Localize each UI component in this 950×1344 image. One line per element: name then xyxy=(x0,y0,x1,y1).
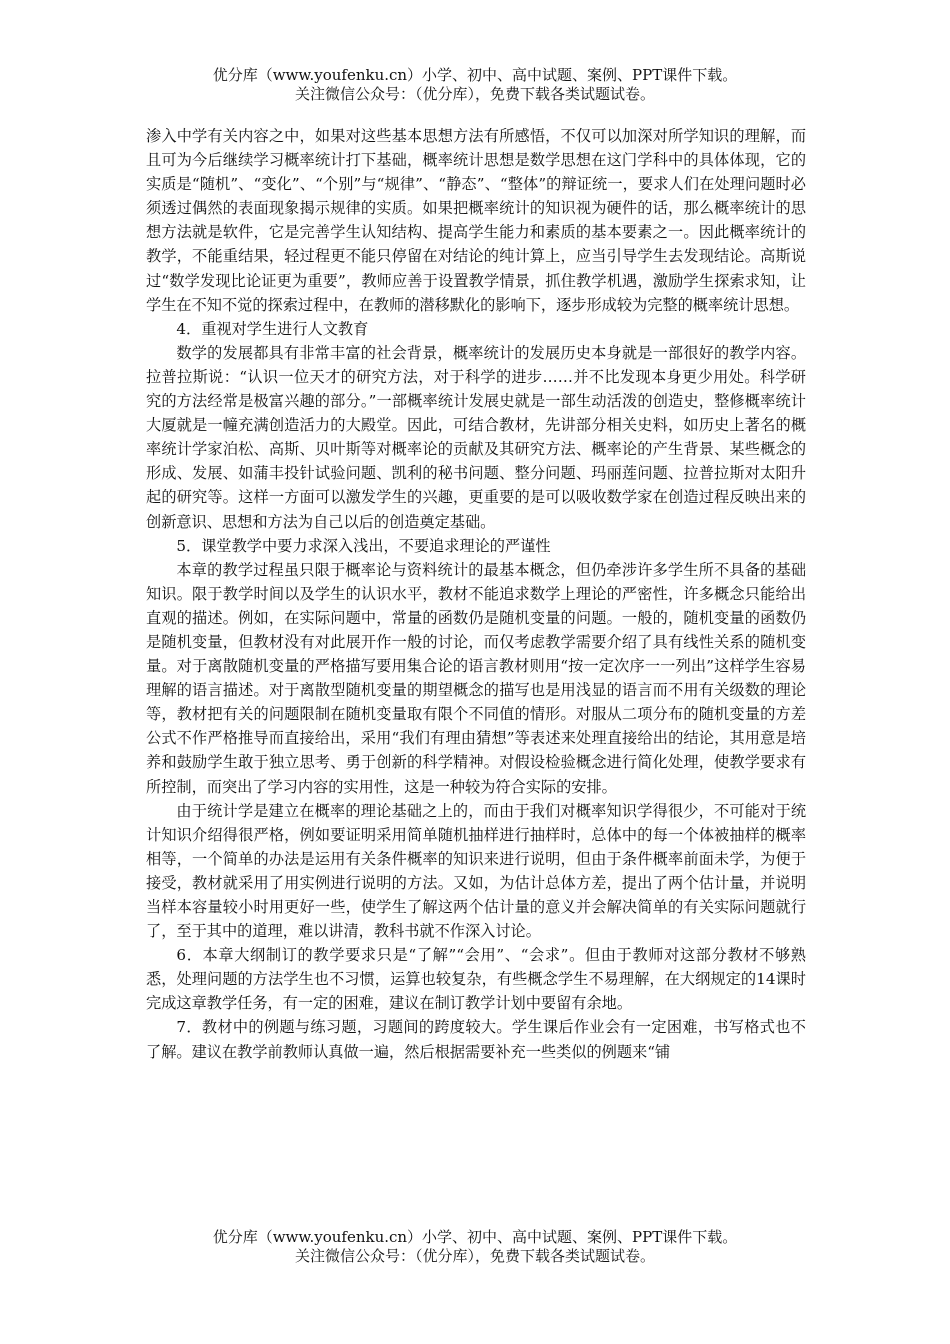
paragraph-teaching-process: 本章的教学过程虽只限于概率论与资料统计的最基本概念，但仍牵涉许多学生所不具备的基础知识。限于教学时间以及学生的认识水平，教材不能追求数学上理论的严密性，许多概念只能给出直观的描述。例如，在实际问题中，常量的函数仍是随机变量的问题。一般的，随机变量的函数仍是随机变量，但教材没有对此展开作一般的讨论，而仅考虑教学需要介绍了具有线性关系的随机变量。对于离散随机变量的严格描写要用集合论的语言教材则用“按一定次序一一列出”这样学生容易理解的语言描述。对于离散型随机变量的期望概念的描写也是用浅显的语言而不用有关级数的理论等，教材把有关的问题限制在随机变量取有限个不同值的情形。对服从二项分布的随机变量的方差公式不作严格推导而直接给出，采用“我们有理由猜想”等表述来处理直接给出的结论，其用意是培养和鼓励学生敢于独立思考、勇于创新的科学精神。对假设检验概念进行简化处理，使教学要求有所控制，而突出了学习内容的实用性，这是一种较为符合实际的安排。 xyxy=(146,560,806,796)
footer-line-2: 关注微信公众号：（优分库），免费下载各类试题试卷。 xyxy=(294,1247,655,1265)
paragraph-statistics: 由于统计学是建立在概率的理论基础之上的，而由于我们对概率知识学得很少，不可能对于统计知识介绍得很严格，例如要证明采用简单随机抽样进行抽样时，总体中的每一个体被抽样的概率相等，一个简单的办法是运用有关条件概率的知识来进行说明，但由于条件概率前面未学，为便于接受，教材就采用了用实例进行说明的方法。又如，为估计总体方差，提出了两个估计量，并说明当样本容量较小时用更好一些，使学生了解这两个估计量的意义并会解决简单的有关实际问题就行了，至于其中的道理，难以讲清，教科书就不作深入讨论。 xyxy=(146,801,806,941)
section-heading-4: 4．重视对学生进行人文教育 xyxy=(176,319,369,338)
paragraph-item-7: 7．教材中的例题与练习题，习题间的跨度较大。学生课后作业会有一定困难，书写格式也不了解。建议在教学前教师认真做一遍，然后根据需要补充一些类似的例题来“铺 xyxy=(146,1018,806,1061)
document-body xyxy=(146,124,806,1064)
section-heading-5: 5．课堂教学中要力求深入浅出，不要追求理论的严谨性 xyxy=(176,536,551,555)
header-line-1: 优分库（www.youfenku.cn）小学、初中、高中试题、案例、PPT课件下载。 xyxy=(212,66,738,84)
header-line-2: 关注微信公众号：（优分库），免费下载各类试题试卷。 xyxy=(294,85,655,103)
page-header xyxy=(0,66,950,104)
paragraph-item-6: 6．本章大纲制订的教学要求只是“了解”“会用”、“会求”。但由于教师对这部分教材不够熟悉，处理问题的方法学生也不习惯，运算也较复杂，有些概念学生不易理解，在大纲规定的14课时完成这章教学任务，有一定的困难，建议在制订教学计划中要留有余地。 xyxy=(146,946,806,1013)
page-footer xyxy=(0,1228,950,1266)
paragraph-continuation: 渗入中学有关内容之中，如果对这些基本思想方法有所感悟，不仅可以加深对所学知识的理解，而且可为今后继续学习概率统计打下基础，概率统计思想是数学思想在这门学科中的具体体现，它的实质是“随机”、“变化”、“个别”与“规律”、“静态”、“整体”的辩证统一，要求人们在处理问题时必须透过偶然的表面现象揭示规律的实质。如果把概率统计的知识视为硬件的话，那么概率统计的思想方法就是软件，它是完善学生认知结构、提高学生能力和素质的基本要素之一。因此概率统计的教学，不能重结果，轻过程更不能只停留在对结论的纯计算上，应当引导学生去发现结论。高斯说过“数学发现比论证更为重要”，教师应善于设置教学情景，抓住教学机遇，激励学生探索求知，让学生在不知不觉的探索过程中，在教师的潜移默化的影响下，逐步形成较为完整的概率统计思想。 xyxy=(146,127,806,314)
footer-line-1: 优分库（www.youfenku.cn）小学、初中、高中试题、案例、PPT课件下载。 xyxy=(212,1228,738,1246)
paragraph-humanities: 数学的发展都具有非常丰富的社会背景，概率统计的发展历史本身就是一部很好的教学内容。拉普拉斯说：“认识一位天才的研究方法，对于科学的进步……并不比发现本身更少用处。科学研究的方法经常是极富兴趣的部分。”一部概率统计发展史就是一部生动活泼的创造史，整修概率统计大厦就是一幢充满创造活力的大殿堂。因此，可结合教材，先讲部分相关史料，如历史上著名的概率统计学家泊松、高斯、贝叶斯等对概率论的贡献及其研究方法、概率论的产生背景、某些概念的形成、发展、如蒲丰投针试验问题、凯利的秘书问题、整分问题、玛丽莲问题、拉普拉斯对太阳升起的研究等。这样一方面可以激发学生的兴趣，更重要的是可以吸收数学家在创造过程反映出来的创新意识、思想和方法为自己以后的创造奠定基础。 xyxy=(146,343,806,531)
